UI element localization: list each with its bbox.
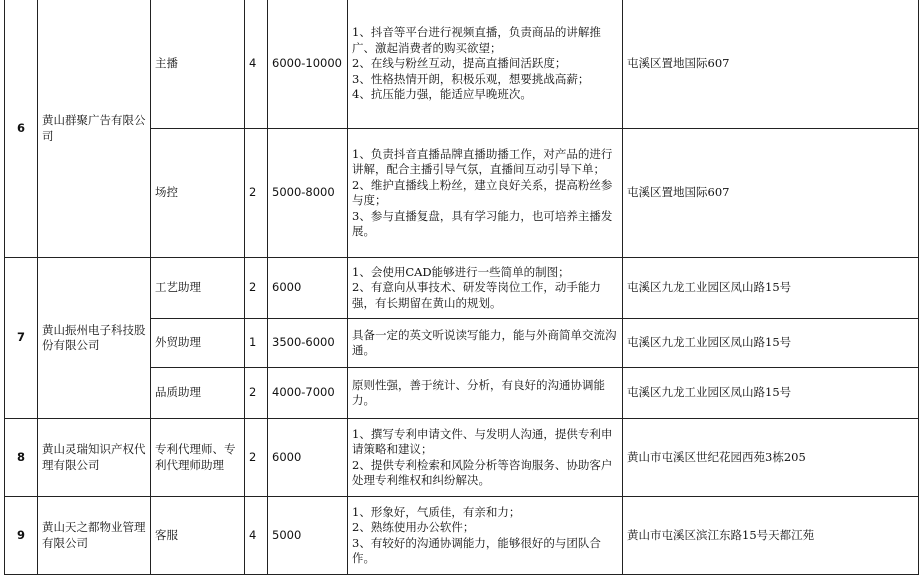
headcount: 4 bbox=[245, 497, 268, 575]
requirement-line: 2、有意向从事技术、研发等岗位工作，动手能力强，有长期留在黄山的规划。 bbox=[352, 280, 601, 310]
salary: 5000 bbox=[268, 497, 348, 575]
position-title: 客服 bbox=[151, 497, 245, 575]
requirements bbox=[348, 368, 623, 419]
jobs-table bbox=[4, 0, 919, 575]
salary: 6000-10000 bbox=[268, 0, 348, 129]
salary: 6000 bbox=[268, 258, 348, 319]
headcount: 2 bbox=[245, 368, 268, 419]
requirements bbox=[348, 497, 623, 575]
position-title: 工艺助理 bbox=[151, 258, 245, 319]
requirement-line: 原则性强，善于统计、分析，有良好的沟通协调能力。 bbox=[352, 377, 605, 407]
salary: 3500-6000 bbox=[268, 319, 348, 368]
requirement-line: 2、提供专利检索和风险分析等咨询服务、协助客户处理专利维权和纠纷解决。 bbox=[352, 457, 613, 487]
salary: 6000 bbox=[268, 419, 348, 497]
requirement-line: 1、形象好，气质佳，有亲和力； bbox=[352, 504, 521, 519]
requirement-line: 1、会使用CAD能够进行一些简单的制图； bbox=[352, 264, 570, 279]
work-address: 屯溪区九龙工业园区凤山路15号 bbox=[623, 368, 919, 419]
company-name: 黄山振州电子科技股份有限公司 bbox=[38, 258, 151, 419]
headcount: 2 bbox=[245, 129, 268, 258]
headcount: 2 bbox=[245, 258, 268, 319]
table-row bbox=[5, 497, 919, 575]
table-row bbox=[5, 419, 919, 497]
position-title: 主播 bbox=[151, 0, 245, 129]
position-title: 专利代理师、专利代理师助理 bbox=[151, 419, 245, 497]
requirement-line: 2、维护直播线上粉丝，建立良好关系，提高粉丝参与度； bbox=[352, 177, 613, 207]
requirements bbox=[348, 419, 623, 497]
requirement-line: 4、抗压能力强，能适应早晚班次。 bbox=[352, 87, 532, 102]
requirement-line: 3、性格热情开朗，积极乐观，想要挑战高薪； bbox=[352, 71, 590, 86]
work-address: 黄山市屯溪区世纪花园西苑3栋205 bbox=[623, 419, 919, 497]
work-address: 屯溪区九龙工业园区凤山路15号 bbox=[623, 319, 919, 368]
work-address: 黄山市屯溪区滨江东路15号天都江苑 bbox=[623, 497, 919, 575]
salary: 5000-8000 bbox=[268, 129, 348, 258]
requirement-line: 1、抖音等平台进行视频直播，负责商品的讲解推广、激起消费者的购买欲望； bbox=[352, 25, 601, 55]
requirement-line: 1、撰写专利申请文件、与发明人沟通，提供专利申请策略和建议； bbox=[352, 426, 613, 456]
requirement-line: 具备一定的英文听说读写能力，能与外商简单交流沟通。 bbox=[352, 327, 617, 357]
company-number: 9 bbox=[5, 497, 38, 575]
requirements bbox=[348, 258, 623, 319]
company-number: 8 bbox=[5, 419, 38, 497]
requirements bbox=[348, 319, 623, 368]
headcount: 1 bbox=[245, 319, 268, 368]
requirements bbox=[348, 129, 623, 258]
work-address: 屯溪区九龙工业园区凤山路15号 bbox=[623, 258, 919, 319]
requirement-line: 3、有较好的沟通协调能力，能够很好的与团队合作。 bbox=[352, 535, 601, 565]
position-title: 品质助理 bbox=[151, 368, 245, 419]
salary: 4000-7000 bbox=[268, 368, 348, 419]
requirement-line: 3、参与直播复盘，具有学习能力，也可培养主播发展。 bbox=[352, 208, 613, 238]
requirements bbox=[348, 0, 623, 129]
work-address: 屯溪区置地国际607 bbox=[623, 0, 919, 129]
company-name: 黄山天之都物业管理有限公司 bbox=[38, 497, 151, 575]
work-address: 屯溪区置地国际607 bbox=[623, 129, 919, 258]
requirement-line: 2、熟练使用办公软件； bbox=[352, 520, 475, 534]
position-title: 外贸助理 bbox=[151, 319, 245, 368]
headcount: 2 bbox=[245, 419, 268, 497]
company-number: 7 bbox=[5, 258, 38, 419]
position-title: 场控 bbox=[151, 129, 245, 258]
headcount: 4 bbox=[245, 0, 268, 129]
company-name: 黄山灵瑞知识产权代理有限公司 bbox=[38, 419, 151, 497]
requirement-line: 2、在线与粉丝互动，提高直播间活跃度； bbox=[352, 56, 567, 71]
company-number: 6 bbox=[5, 0, 38, 258]
requirement-line: 1、负责抖音直播品牌直播助播工作，对产品的进行讲解，配合主播引导气氛，直播间互动引导下单； bbox=[352, 146, 613, 176]
table-row bbox=[5, 0, 919, 129]
table-row bbox=[5, 258, 919, 319]
company-name: 黄山群聚广告有限公司 bbox=[38, 0, 151, 258]
